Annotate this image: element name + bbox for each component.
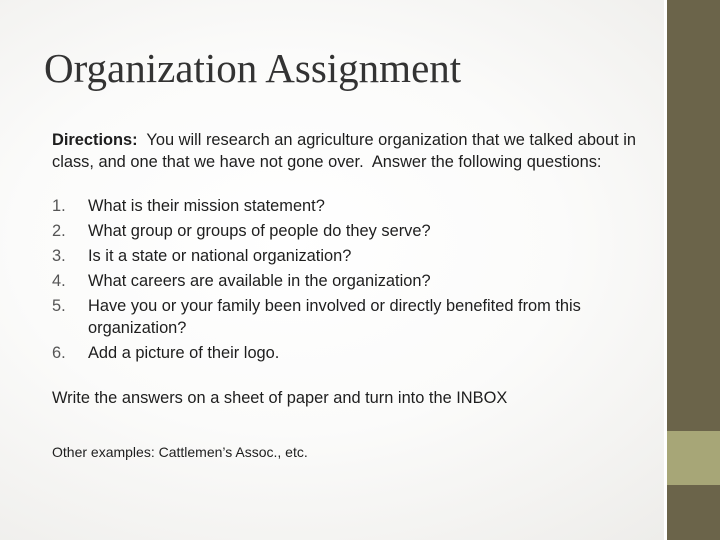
list-item-number: 6.	[52, 344, 66, 362]
examples-note: Other examples: Cattlemen’s Assoc., etc.	[52, 444, 308, 460]
directions-paragraph	[52, 129, 652, 173]
slide-title: Organization Assignment	[44, 45, 462, 91]
list-item-number: 3.	[52, 247, 66, 265]
list-item	[52, 342, 652, 364]
list-item-text: What group or groups of people do they serve?	[88, 222, 431, 240]
list-item	[52, 295, 652, 339]
list-item-text: Add a picture of their logo.	[88, 344, 280, 362]
list-item-number: 2.	[52, 222, 66, 240]
list-item	[52, 245, 652, 267]
list-item-text: What careers are available in the organization?	[88, 272, 431, 290]
answers-instruction: Write the answers on a sheet of paper and turn into the INBOX	[52, 389, 508, 407]
list-item-text: Have you or your family been involved or directly benefited from this organization?	[88, 297, 581, 337]
directions-label: Directions:	[52, 131, 138, 149]
list-item-number: 4.	[52, 272, 66, 290]
list-item-number: 5.	[52, 297, 66, 315]
decorative-accent-block	[667, 431, 720, 485]
directions-text: You will research an agriculture organization that we talked about in class, and one that we have not gone over. Answer the following questions:	[52, 131, 641, 171]
slide-body	[52, 129, 652, 463]
list-item-text: Is it a state or national organization?	[88, 247, 352, 265]
list-item	[52, 220, 652, 242]
question-list	[52, 195, 652, 364]
list-item-number: 1.	[52, 197, 66, 215]
list-item-text: What is their mission statement?	[88, 197, 325, 215]
list-item	[52, 195, 652, 217]
list-item	[52, 270, 652, 292]
